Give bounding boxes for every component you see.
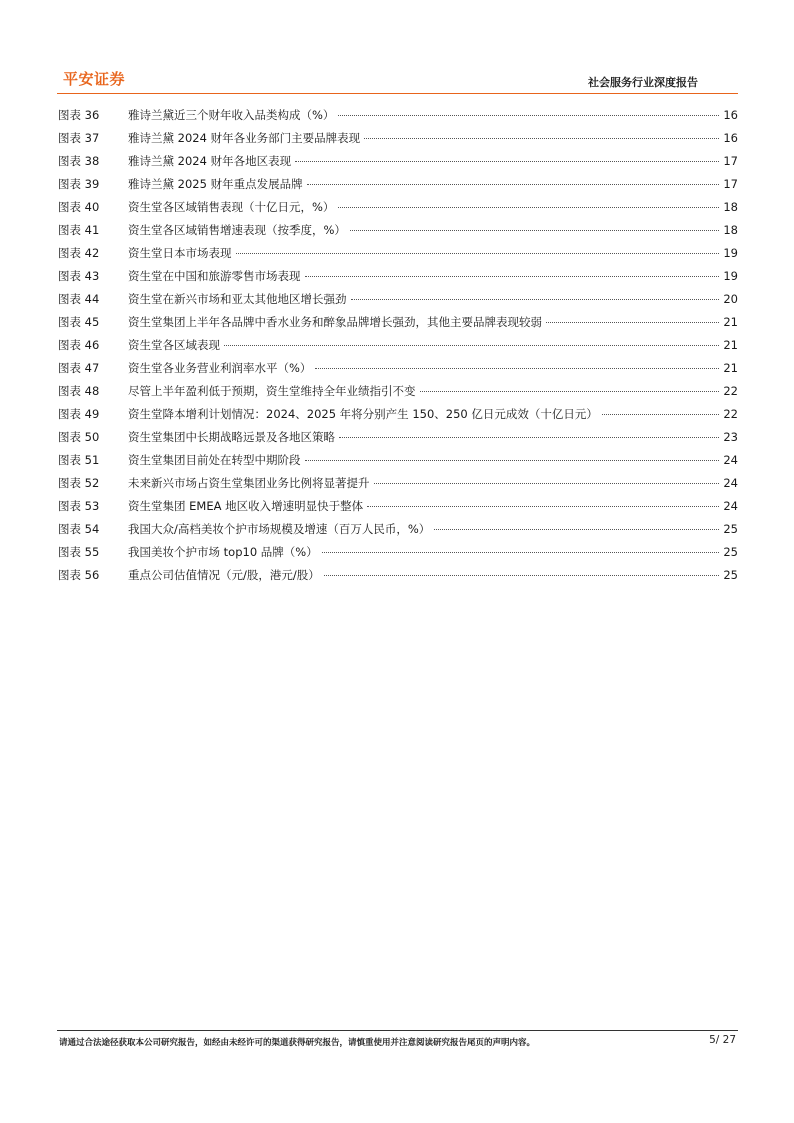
footer-divider (57, 1030, 738, 1031)
toc-entry-title: 资生堂在中国和旅游零售市场表现 (128, 269, 301, 283)
toc-entry[interactable] (58, 265, 738, 288)
page-number: 5/ 27 (709, 1034, 736, 1046)
toc-entry-page: 22 (723, 384, 738, 398)
toc-entry[interactable] (58, 541, 738, 564)
toc-entry-label: 图表 43 (58, 269, 100, 283)
toc-entry-page: 21 (723, 361, 738, 375)
toc-entry-label: 图表 54 (58, 522, 100, 536)
toc-entry-title: 资生堂各区域表现 (128, 338, 220, 352)
toc-entry[interactable] (58, 219, 738, 242)
toc-dot-leader (224, 345, 719, 346)
toc-entry-label: 图表 41 (58, 223, 100, 237)
toc-entry[interactable] (58, 334, 738, 357)
toc-entry-page: 24 (723, 476, 738, 490)
toc-dot-leader (546, 322, 719, 323)
toc-entry-page: 19 (723, 269, 738, 283)
toc-entry-page: 16 (723, 131, 738, 145)
toc-entry-page: 24 (723, 453, 738, 467)
toc-entry-title: 资生堂日本市场表现 (128, 246, 232, 260)
toc-entry-page: 21 (723, 315, 738, 329)
toc-entry-label: 图表 46 (58, 338, 100, 352)
toc-entry-label: 图表 45 (58, 315, 100, 329)
toc-entry-page: 24 (723, 499, 738, 513)
toc-entry[interactable] (58, 150, 738, 173)
toc-entry-label: 图表 38 (58, 154, 100, 168)
toc-dot-leader (236, 253, 720, 254)
toc-entry-title: 资生堂集团中长期战略远景及各地区策略 (128, 430, 335, 444)
toc-entry-title: 资生堂各区域销售表现（十亿日元，%） (128, 200, 335, 214)
toc-dot-leader (374, 483, 720, 484)
toc-entry[interactable] (58, 288, 738, 311)
toc-entry[interactable] (58, 196, 738, 219)
toc-entry-label: 图表 36 (58, 108, 100, 122)
toc-entry-page: 17 (723, 154, 738, 168)
toc-entry-title: 雅诗兰黛近三个财年收入品类构成（%） (128, 108, 335, 122)
table-of-figures (58, 104, 738, 587)
toc-entry-title: 雅诗兰黛 2024 财年各地区表现 (128, 154, 292, 168)
toc-dot-leader (602, 414, 719, 415)
toc-entry[interactable] (58, 127, 738, 150)
toc-entry[interactable] (58, 104, 738, 127)
toc-dot-leader (324, 575, 720, 576)
page-header (57, 66, 738, 92)
toc-entry-title: 未来新兴市场占资生堂集团业务比例将显著提升 (128, 476, 370, 490)
toc-entry-title: 我国美妆个护市场 top10 品牌（%） (128, 545, 318, 559)
toc-entry-page: 16 (723, 108, 738, 122)
toc-dot-leader (338, 115, 719, 116)
toc-entry-page: 18 (723, 223, 738, 237)
toc-entry[interactable] (58, 242, 738, 265)
toc-entry-label: 图表 44 (58, 292, 100, 306)
toc-dot-leader (434, 529, 719, 530)
toc-entry-label: 图表 48 (58, 384, 100, 398)
toc-entry-page: 25 (723, 568, 738, 582)
toc-entry-label: 图表 37 (58, 131, 100, 145)
toc-dot-leader (307, 184, 720, 185)
toc-entry-label: 图表 39 (58, 177, 100, 191)
toc-entry[interactable] (58, 518, 738, 541)
toc-entry[interactable] (58, 564, 738, 587)
toc-dot-leader (350, 230, 719, 231)
toc-entry[interactable] (58, 173, 738, 196)
toc-dot-leader (315, 368, 719, 369)
toc-entry[interactable] (58, 403, 738, 426)
toc-entry[interactable] (58, 311, 738, 334)
toc-entry[interactable] (58, 472, 738, 495)
toc-entry[interactable] (58, 495, 738, 518)
toc-dot-leader (295, 161, 719, 162)
toc-entry-label: 图表 53 (58, 499, 100, 513)
toc-dot-leader (305, 460, 720, 461)
toc-entry-label: 图表 40 (58, 200, 100, 214)
footer-disclaimer: 请通过合法途径获取本公司研究报告，如经由未经许可的渠道获得研究报告，请慎重使用并注意阅读研究报告尾页的声明内容。 (59, 1038, 536, 1048)
toc-entry[interactable] (58, 426, 738, 449)
toc-entry-title: 资生堂集团上半年各品牌中香水业务和醉象品牌增长强劲，其他主要品牌表现较弱 (128, 315, 542, 329)
toc-entry-title: 雅诗兰黛 2024 财年各业务部门主要品牌表现 (128, 131, 361, 145)
toc-entry-label: 图表 51 (58, 453, 100, 467)
toc-entry-label: 图表 52 (58, 476, 100, 490)
toc-entry-page: 25 (723, 522, 738, 536)
toc-entry-page: 21 (723, 338, 738, 352)
toc-entry-page: 22 (723, 407, 738, 421)
toc-entry-title: 重点公司估值情况（元/股，港元/股） (128, 568, 320, 582)
toc-dot-leader (420, 391, 720, 392)
toc-entry-label: 图表 55 (58, 545, 100, 559)
report-type-label: 社会服务行业深度报告 (588, 76, 698, 89)
toc-dot-leader (322, 552, 720, 553)
toc-entry[interactable] (58, 380, 738, 403)
toc-entry-label: 图表 42 (58, 246, 100, 260)
toc-entry-page: 19 (723, 246, 738, 260)
toc-entry-title: 资生堂降本增利计划情况：2024、2025 年将分别产生 150、250 亿日元成效（十亿日元） (128, 407, 598, 421)
toc-entry-label: 图表 56 (58, 568, 100, 582)
toc-dot-leader (338, 207, 719, 208)
toc-entry-page: 25 (723, 545, 738, 559)
toc-entry-page: 20 (723, 292, 738, 306)
toc-entry-title: 资生堂在新兴市场和亚太其他地区增长强劲 (128, 292, 347, 306)
toc-entry-title: 资生堂各区域销售增速表现（按季度，%） (128, 223, 346, 237)
toc-entry-page: 17 (723, 177, 738, 191)
toc-entry-page: 23 (723, 430, 738, 444)
company-logo: 平安证券 (63, 70, 126, 88)
toc-dot-leader (305, 276, 720, 277)
toc-dot-leader (339, 437, 719, 438)
toc-entry-label: 图表 47 (58, 361, 100, 375)
toc-entry-title: 资生堂集团 EMEA 地区收入增速明显快于整体 (128, 499, 364, 513)
toc-entry[interactable] (58, 357, 738, 380)
toc-entry-title: 资生堂各业务营业利润率水平（%） (128, 361, 312, 375)
toc-entry-title: 我国大众/高档美妆个护市场规模及增速（百万人民币，%） (128, 522, 431, 536)
toc-entry-title: 雅诗兰黛 2025 财年重点发展品牌 (128, 177, 303, 191)
toc-dot-leader (351, 299, 720, 300)
header-divider (57, 93, 738, 94)
toc-entry-title: 资生堂集团目前处在转型中期阶段 (128, 453, 301, 467)
toc-entry-label: 图表 50 (58, 430, 100, 444)
toc-entry-title: 尽管上半年盈利低于预期，资生堂维持全年业绩指引不变 (128, 384, 416, 398)
toc-dot-leader (364, 138, 719, 139)
toc-entry-page: 18 (723, 200, 738, 214)
toc-dot-leader (367, 506, 719, 507)
toc-entry[interactable] (58, 449, 738, 472)
toc-entry-label: 图表 49 (58, 407, 100, 421)
